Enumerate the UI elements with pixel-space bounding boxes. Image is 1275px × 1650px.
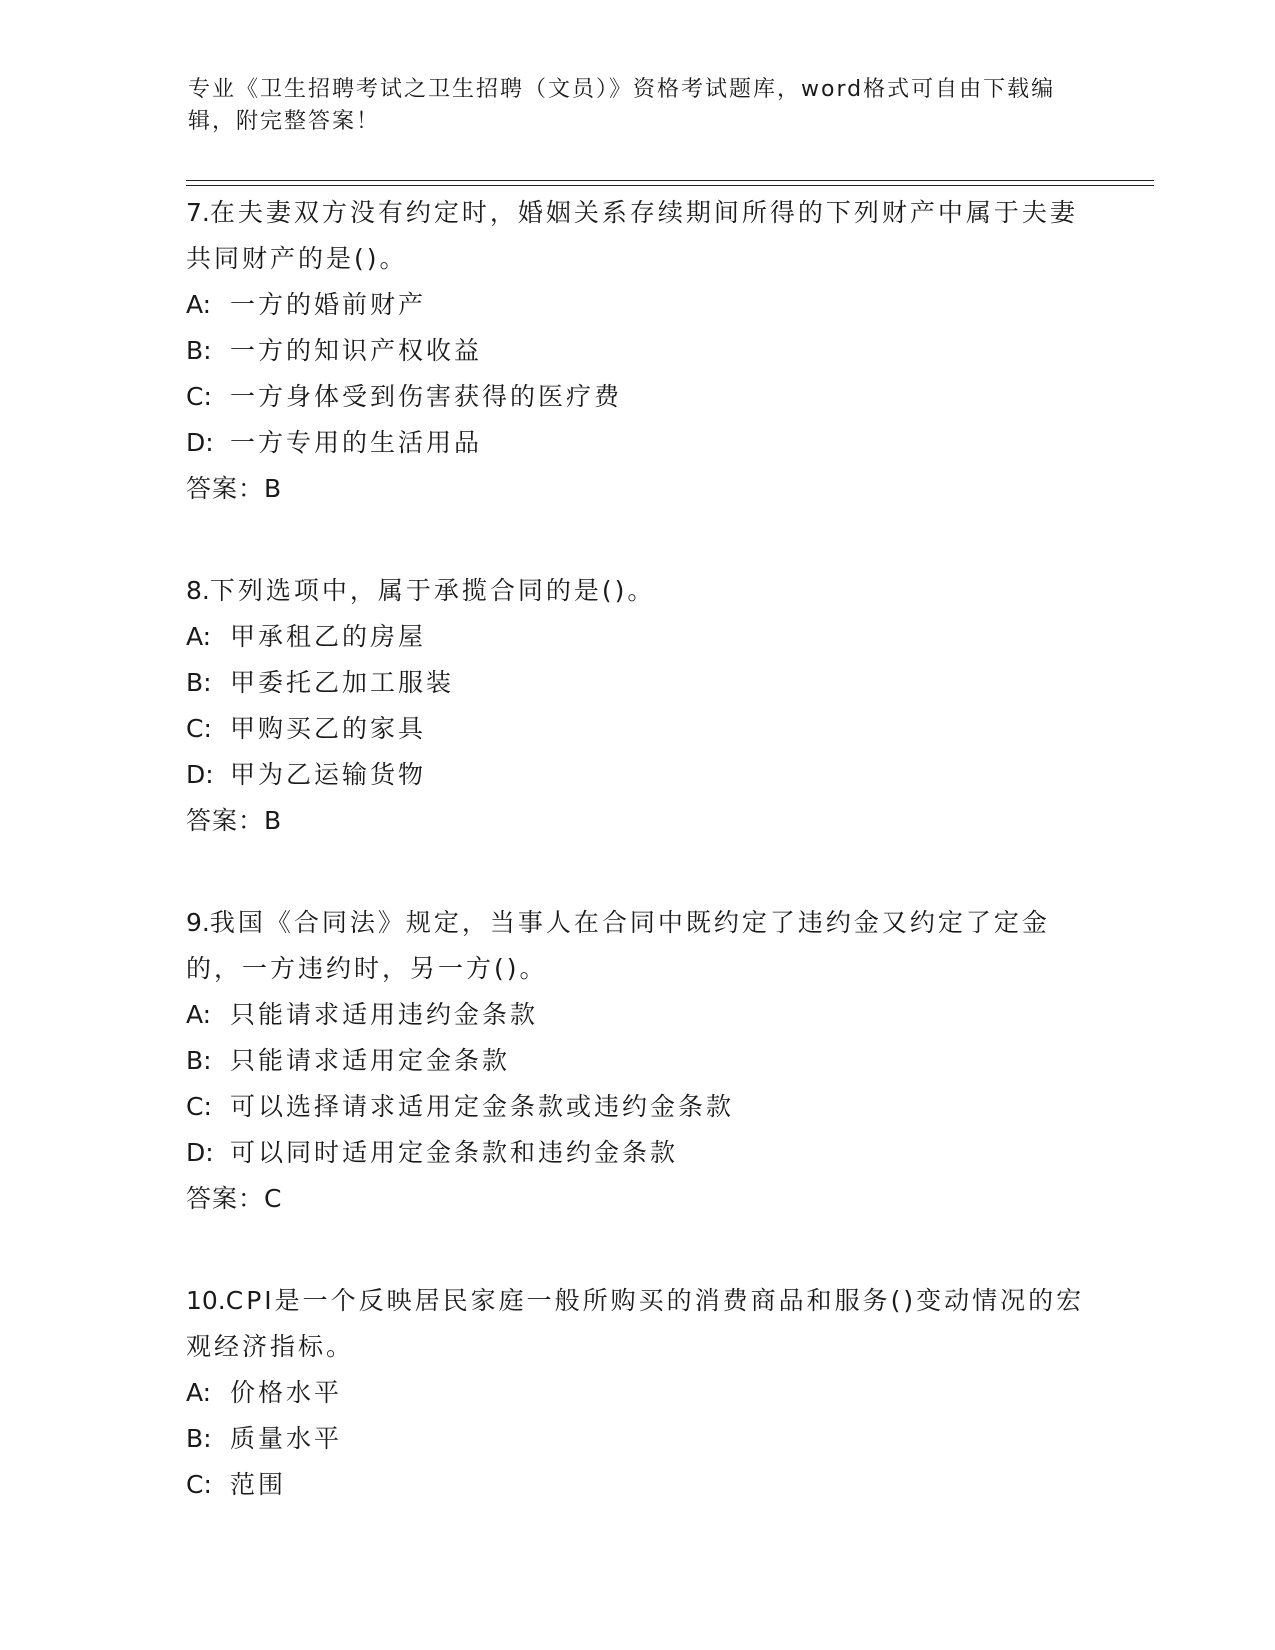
question-text [186, 1278, 1086, 1370]
question-body: 在夫妻双方没有约定时，婚姻关系存续期间所得的下列财产中属于夫妻共同财产的是()。 [186, 198, 1078, 273]
option-text: 一方的婚前财产 [230, 290, 427, 319]
option-c [186, 706, 1086, 752]
option-letter: C: [186, 382, 212, 411]
question-7 [186, 190, 1086, 512]
option-letter: B: [186, 336, 212, 365]
answer: 答案：C [186, 1184, 283, 1213]
option-text: 价格水平 [230, 1378, 343, 1407]
option-text: 只能请求适用定金条款 [230, 1046, 511, 1075]
option-text: 甲委托乙加工服装 [230, 668, 455, 697]
option-letter: B: [186, 668, 212, 697]
question-10 [186, 1278, 1086, 1508]
option-c [186, 1462, 1086, 1508]
question-number: 8. [186, 576, 210, 605]
option-a [186, 992, 1086, 1038]
option-d [186, 752, 1086, 798]
question-text [186, 190, 1086, 282]
question-body: 下列选项中，属于承揽合同的是()。 [209, 576, 656, 605]
option-letter: B: [186, 1424, 212, 1453]
option-text: 甲为乙运输货物 [230, 760, 427, 789]
option-letter: C: [186, 1092, 212, 1121]
question-9 [186, 900, 1086, 1222]
option-text: 只能请求适用违约金条款 [230, 1000, 539, 1029]
option-a [186, 614, 1086, 660]
option-letter: A: [186, 290, 212, 319]
question-body: 我国《合同法》规定，当事人在合同中既约定了违约金又约定了定金的，一方违约时，另一方()。 [186, 908, 1050, 983]
option-b [186, 1416, 1086, 1462]
option-text: 范围 [230, 1470, 287, 1499]
option-text: 甲承租乙的房屋 [230, 622, 427, 651]
option-letter: A: [186, 1378, 212, 1407]
question-body: CPI是一个反映居民家庭一般所购买的消费商品和服务()变动情况的宏观经济指标。 [186, 1286, 1085, 1361]
option-letter: A: [186, 622, 212, 651]
option-letter: A: [186, 1000, 212, 1029]
option-text: 可以同时适用定金条款和违约金条款 [230, 1138, 679, 1167]
option-c [186, 1084, 1086, 1130]
option-text: 一方专用的生活用品 [230, 428, 483, 457]
option-text: 甲购买乙的家具 [230, 714, 427, 743]
question-text [186, 568, 1086, 614]
option-letter: C: [186, 714, 212, 743]
question-number: 7. [186, 198, 210, 227]
option-letter: D: [186, 428, 214, 457]
question-number: 10. [186, 1286, 226, 1315]
answer: 答案：B [186, 806, 283, 835]
option-text: 一方的知识产权收益 [230, 336, 483, 365]
question-list [186, 190, 1086, 1564]
option-d [186, 420, 1086, 466]
option-text: 可以选择请求适用定金条款或违约金条款 [230, 1092, 735, 1121]
option-letter: D: [186, 1138, 214, 1167]
option-text: 质量水平 [230, 1424, 343, 1453]
question-8 [186, 568, 1086, 844]
answer: 答案：B [186, 474, 283, 503]
header-rule-top [186, 180, 1154, 181]
option-text: 一方身体受到伤害获得的医疗费 [230, 382, 623, 411]
question-text [186, 900, 1086, 992]
option-d [186, 1130, 1086, 1176]
option-b [186, 1038, 1086, 1084]
header-rule-bottom [186, 185, 1154, 186]
option-a [186, 282, 1086, 328]
option-c [186, 374, 1086, 420]
option-letter: D: [186, 760, 214, 789]
option-b [186, 660, 1086, 706]
option-letter: C: [186, 1470, 212, 1499]
option-a [186, 1370, 1086, 1416]
option-b [186, 328, 1086, 374]
option-letter: B: [186, 1046, 212, 1075]
question-number: 9. [186, 908, 210, 937]
document-header: 专业《卫生招聘考试之卫生招聘（文员）》资格考试题库，word格式可自由下载编辑，附完整答案！ [188, 77, 1056, 134]
